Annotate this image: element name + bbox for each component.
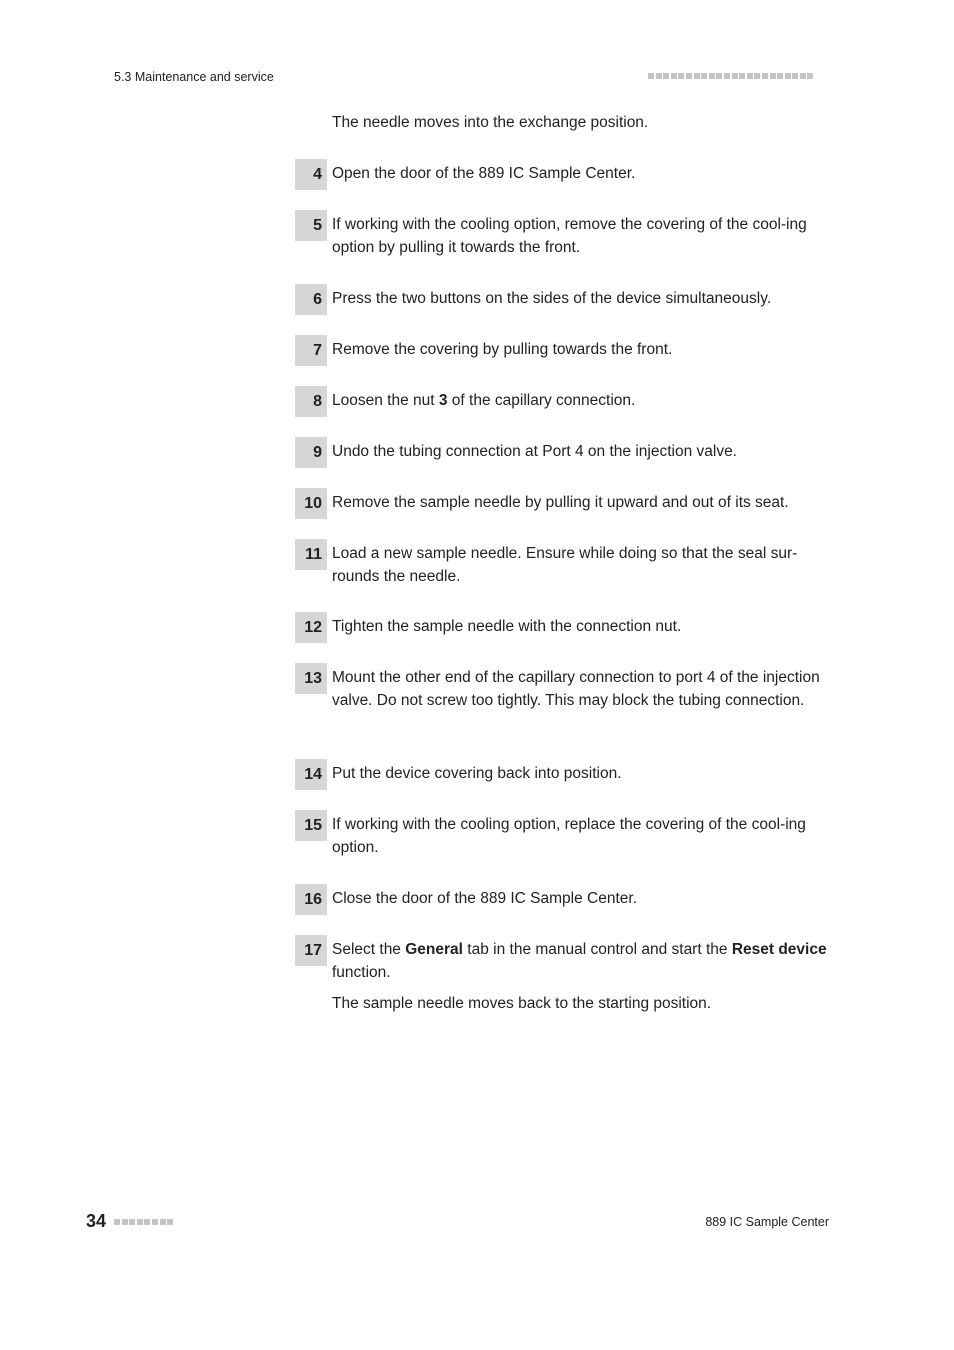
step-text-part: function. (332, 963, 391, 981)
step-number: 13 (295, 663, 327, 694)
step-text-part: Select the (332, 941, 406, 958)
footer-dot-rule (114, 1219, 173, 1225)
step-text: Put the device covering back into position. (332, 765, 622, 782)
step-16 (295, 884, 827, 915)
step-text: If working with the cooling option, remove the covering of the cool-ing option by pulling it towards the front. (332, 216, 807, 256)
step-number: 8 (295, 386, 327, 417)
step-text (332, 935, 827, 984)
step-text (332, 386, 827, 417)
step-text: Undo the tubing connection at Port 4 on the injection valve. (332, 443, 737, 460)
step-number: 12 (295, 612, 327, 643)
step-text: Remove the covering by pulling towards the front. (332, 341, 673, 358)
header-dot-rule (648, 73, 813, 79)
step-6 (295, 284, 827, 315)
step-text-part: tab in the manual control and start the (462, 941, 732, 958)
step-text: Remove the sample needle by pulling it upward and out of its seat. (332, 494, 789, 511)
result-text: The sample needle moves back to the starting position. (332, 995, 712, 1012)
step-text: Press the two buttons on the sides of the device simultaneously. (332, 290, 772, 307)
step-text: Open the door of the 889 IC Sample Center. (332, 165, 636, 182)
running-footer-title: 889 IC Sample Center (705, 1215, 829, 1229)
step-4 (295, 159, 827, 190)
page-number: 34 (86, 1211, 107, 1231)
step-text-part: Loosen the nut (332, 392, 439, 409)
step-14 (295, 759, 827, 790)
step-8 (295, 386, 827, 417)
step-13 (295, 663, 827, 712)
step-number: 16 (295, 884, 327, 915)
step-number: 11 (295, 539, 327, 570)
step-number: 9 (295, 437, 327, 468)
callout-number: 3 (438, 392, 448, 409)
step-15 (295, 810, 827, 859)
step-number: 6 (295, 284, 327, 315)
running-header-section: 5.3 Maintenance and service (114, 70, 274, 84)
step-9 (295, 437, 827, 468)
step-10 (295, 488, 827, 519)
step-12 (295, 612, 827, 643)
step-text: Load a new sample needle. Ensure while doing so that the seal sur-rounds the needle. (332, 545, 798, 585)
step-number: 17 (295, 935, 327, 966)
step-number: 10 (295, 488, 327, 519)
step-text: Close the door of the 889 IC Sample Center. (332, 890, 638, 907)
step-11 (295, 539, 827, 588)
step-text-part: of the capillary connection. (447, 392, 636, 409)
step-17 (295, 935, 827, 984)
step-5 (295, 210, 827, 259)
step-text: If working with the cooling option, replace the covering of the cool-ing option. (332, 816, 806, 856)
step-text: Tighten the sample needle with the connection nut. (332, 618, 682, 635)
step-number: 7 (295, 335, 327, 366)
step-text: Mount the other end of the capillary connection to port 4 of the injection valve. Do not screw too tightly. This may block the tubing connection. (332, 669, 820, 709)
step-number: 14 (295, 759, 327, 790)
step-7 (295, 335, 827, 366)
step-number: 4 (295, 159, 327, 190)
step-number: 15 (295, 810, 327, 841)
ui-term-general: General (405, 941, 463, 958)
step-number: 5 (295, 210, 327, 241)
ui-term-reset-device: Reset device (731, 941, 827, 958)
intro-text: The needle moves into the exchange position. (332, 114, 649, 131)
